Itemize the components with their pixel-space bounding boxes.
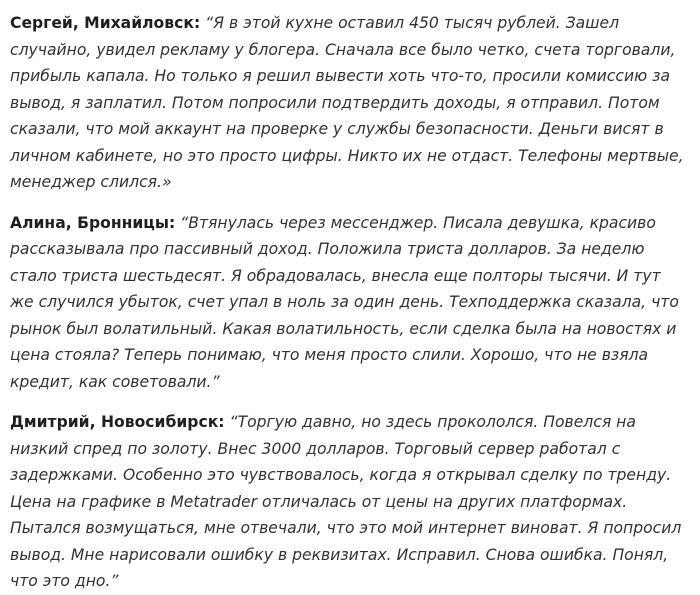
review-text: “Втянулась через мессенджер. Писала девушка, красиво рассказывала про пассивный доход. Положила триста долларов. За неделю стало триста шестьдесят. Я обрадовалась, внесла еще полторы тысячи. И тут же случился убыток, счет упал в ноль за один день. Техподдержка сказала, что рынок был волатильный. Какая волатильность, если сделка была на новостях и цена стояла? Теперь понимаю, что меня просто слили. Хорошо, что не взяла кредит, как советовали.” — [10, 213, 679, 391]
review-author: Дмитрий, Новосибирск: — [10, 413, 225, 431]
review-text: “Торгую давно, но здесь прокололся. Повелся на низкий спред по золоту. Внес 3000 долларов. Торговый сервер работал с задержками. Особенно это чувствовалось, когда я открывал сделку по тренду. Цена на графике в Metatrader отличалась от цены на других платформах. Пытался возмущаться, мне отвечали, что это мой интернет виноват. Я попросил вывод. Мне нарисовали ошибку в реквизитах. Исправил. Снова ошибка. Понял, что это дно.” — [10, 413, 682, 590]
review-alina — [10, 210, 688, 396]
review-dmitry — [10, 409, 688, 595]
review-author: Сергей, Михайловск: — [10, 14, 201, 32]
review-sergey — [10, 10, 688, 196]
review-text: “Я в этой кухне оставил 450 тысяч рублей. Зашел случайно, увидел рекламу у блогера. Сначала все было четко, счета торговали, прибыль капала. Но только я решил вывести хоть что-то, просили комиссию за вывод, я заплатил. Потом попросили подтвердить доходы, я отправил. Потом сказали, что мой аккаунт на проверке у службы безопасности. Деньги висят в личном кабинете, но это просто цифры. Никто их не отдаст. Телефоны мертвые, менеджер слился.» — [10, 14, 684, 191]
review-author: Алина, Бронницы: — [10, 213, 176, 232]
